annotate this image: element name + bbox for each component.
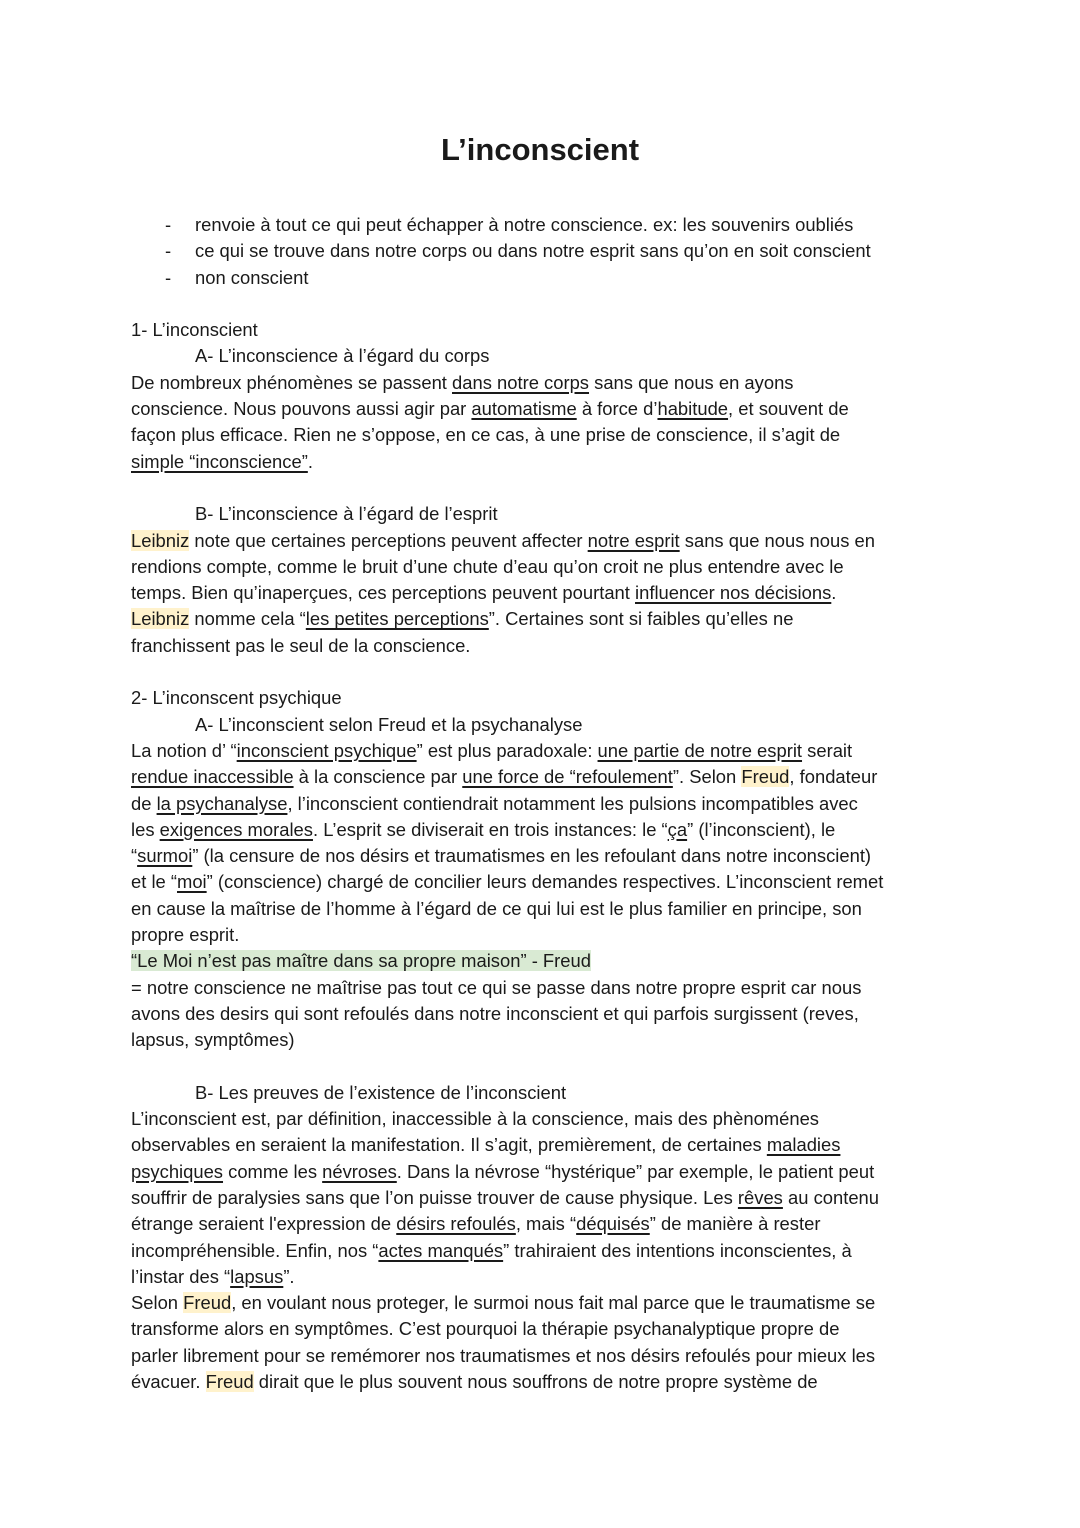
underlined-text: habitude [657,398,729,420]
text-segment: au contenu [782,1186,880,1208]
text-segment: lapsus, symptômes) [131,1029,295,1051]
underlined-text: surmoi [137,845,193,867]
text-segment: dirait que le plus souvent nous souffrons de notre propre système de [253,1371,818,1393]
underlined-text: les petites perceptions [305,608,489,630]
text-segment: B- Les preuves de l’existence de l’inconscient [195,1081,567,1103]
text-segment: ” trahiraient des intentions inconscientes, à [503,1239,852,1261]
text-segment: note que certaines perceptions peuvent affecter [189,529,588,551]
text-segment: conscience. Nous pouvons aussi agir par [131,398,472,420]
underlined-text: notre esprit [587,529,680,551]
bullet-dash: - [165,266,172,288]
paragraph-line [131,791,961,817]
paragraph-line [131,1290,961,1316]
text-segment: de [131,792,157,814]
text-segment: observables en seraient la manifestation. Il s’agit, premièrement, de certaines [131,1134,767,1156]
text-segment: . [307,450,313,472]
paragraph-line [131,1211,961,1237]
text-segment: les [131,818,160,840]
text-segment: ”. Selon [672,766,742,788]
text-segment: ”. Certaines sont si faibles qu’elles ne [488,608,794,630]
document-body [131,212,961,1395]
paragraph-line [131,1001,961,1027]
text-segment: parler librement pour se remémorer nos traumatismes et nos désirs refoulés pour mieux les [131,1344,876,1366]
text-segment: , l’inconscient contiendrait notamment les pulsions incompatibles avec [287,792,858,814]
text-segment: non conscient [195,266,309,288]
text-segment: franchissent pas le seul de la conscience. [131,634,471,656]
bullet-dash: - [165,214,172,235]
paragraph-line [131,896,961,922]
underlined-text: lapsus [230,1265,284,1287]
text-segment: temps. Bien qu’inaperçues, ces perceptions peuvent pourtant [131,582,636,604]
text-segment: à la conscience par [293,766,463,788]
text-segment: transforme alors en symptômes. C’est pourquoi la thérapie psychanalyptique propre de [131,1318,840,1340]
highlighted-name: Leibniz [131,529,190,551]
underlined-text: rendue inaccessible [131,766,294,788]
bullet-item [131,238,961,264]
text-segment: , et souvent de [728,398,849,420]
text-segment: La notion d’ “ [131,739,237,761]
text-segment: . Dans la névrose “hystérique” par exemple, le patient peut [396,1160,875,1182]
paragraph-line [131,1106,961,1132]
subsection-heading [131,1080,961,1106]
paragraph-line [131,922,961,948]
text-segment: comme les [223,1160,323,1182]
text-segment: ” (l’inconscient), le [687,818,836,840]
text-segment: incompréhensible. Enfin, nos “ [131,1239,379,1261]
underlined-text: déquisés [576,1213,650,1235]
text-segment: renvoie à tout ce qui peut échapper à notre conscience. ex: les souvenirs oubliés [195,214,854,235]
text-segment: l’instar des “ [131,1265,231,1287]
text-segment: ”. [283,1265,295,1287]
paragraph-line [131,633,961,659]
text-segment: “ [131,845,138,867]
paragraph-line [131,738,961,764]
text-segment: . L’esprit se diviserait en trois instances: le “ [312,818,668,840]
text-segment: souffrir de paralysies sans que l’on puisse trouver de cause physique. Les [131,1186,738,1208]
bullet-item [131,265,961,291]
paragraph-line [131,370,961,396]
page-title: L’inconscient [440,132,640,167]
text-segment: avons des desirs qui sont refoulés dans notre inconscient et qui parfois surgissent (reves, [131,1002,859,1024]
paragraph-line [131,1238,961,1264]
paragraph-line [131,606,961,632]
text-segment: et le “ [131,871,177,893]
highlighted-quote: “Le Moi n’est pas maître dans sa propre maison” - Freud [131,950,591,972]
text-segment: 2- L’inconscent psychique [131,687,342,709]
underlined-text: simple “inconscience” [131,450,308,472]
underlined-text: désirs refoulés [396,1213,516,1235]
text-segment: sans que nous en ayons [589,371,794,393]
paragraph-line [131,843,961,869]
subsection-heading [131,501,961,527]
text-segment: nomme cela “ [189,608,306,630]
underlined-text: névroses [322,1160,397,1182]
underlined-text: maladies [766,1134,841,1156]
paragraph-line [131,869,961,895]
paragraph-line [131,764,961,790]
text-segment: A- L’inconscient selon Freud et la psychanalyse [195,713,583,735]
paragraph-line [131,1027,961,1053]
highlighted-name: Freud [741,766,790,788]
text-segment: façon plus efficace. Rien ne s’oppose, en ce cas, à une prise de conscience, il s’agit de [131,424,841,446]
text-segment: = notre conscience ne maîtrise pas tout ce qui se passe dans notre propre esprit car nous [131,976,862,998]
text-segment: serait [802,739,853,761]
paragraph-line [131,554,961,580]
underlined-text: actes manqués [378,1239,504,1261]
highlighted-name: Leibniz [131,608,190,630]
paragraph-line [131,975,961,1001]
underlined-text: psychiques [131,1160,224,1182]
text-segment: ce qui se trouve dans notre corps ou dans notre esprit sans qu’on en soit conscient [195,240,871,262]
text-segment: , fondateur [789,766,878,788]
underlined-text: dans notre corps [452,371,590,393]
underlined-text: une partie de notre esprit [597,739,803,761]
paragraph-line [131,396,961,422]
paragraph-line [131,1343,961,1369]
paragraph-line [131,422,961,448]
text-segment: sans que nous nous en [679,529,875,551]
paragraph-line [131,1185,961,1211]
text-segment: B- L’inconscience à l’égard de l’esprit [195,503,498,525]
blank-line [131,1054,961,1080]
text-segment: De nombreux phénomènes se passent [131,371,453,393]
section-heading [131,317,961,343]
paragraph-line [131,817,961,843]
paragraph-line [131,580,961,606]
text-segment: 1- L’inconscient [131,319,258,341]
section-heading [131,685,961,711]
paragraph-line [131,948,961,974]
text-segment: rendions compte, comme le bruit d’une chute d’eau qu’on croit ne plus entendre avec le [131,555,844,577]
text-segment: ” de manière à rester [649,1213,821,1235]
underlined-text: exigences morales [159,818,313,840]
blank-line [131,475,961,501]
text-segment: étrange seraient l'expression de [131,1213,397,1235]
text-segment: ” est plus paradoxale: [416,739,598,761]
paragraph-line [131,1132,961,1158]
subsection-heading [131,712,961,738]
bullet-item [131,212,961,238]
highlighted-name: Freud [183,1292,232,1314]
text-segment: A- L’inconscience à l’égard du corps [195,345,490,367]
text-segment: à force d’ [576,398,658,420]
underlined-text: une force de “refoulement [462,766,673,788]
text-segment: , en voulant nous proteger, le surmoi nous fait mal parce que le traumatisme se [231,1292,876,1314]
underlined-text: moi [177,871,207,893]
underlined-text: ça [667,818,688,840]
underlined-text: la psychanalyse [156,792,288,814]
subsection-heading [131,343,961,369]
underlined-text: rêves [737,1186,783,1208]
text-segment: ” (la censure de nos désirs et traumatismes en les refoulant dans notre inconscient) [192,845,872,867]
text-segment: L’inconscient est, par définition, inaccessible à la conscience, mais des phènoménes [131,1108,820,1130]
text-segment: évacuer. [131,1371,206,1393]
underlined-text: influencer nos décisions [635,582,832,604]
underlined-text: inconscient psychique [236,739,417,761]
text-segment: . [831,582,837,604]
paragraph-line [131,449,961,475]
paragraph-line [131,1369,961,1395]
paragraph-line [131,1316,961,1342]
underlined-text: automatisme [471,398,577,420]
highlighted-name: Freud [205,1371,254,1393]
paragraph-line [131,1159,961,1185]
text-segment: en cause la maîtrise de l’homme à l’égard de ce qui lui est le plus familier en principe, son [131,897,862,919]
bullet-dash: - [165,240,172,262]
text-segment: propre esprit. [131,924,240,946]
text-segment: Selon [131,1292,184,1314]
blank-line [131,291,961,317]
blank-line [131,659,961,685]
paragraph-line [131,528,961,554]
text-segment: , mais “ [515,1213,577,1235]
paragraph-line [131,1264,961,1290]
text-segment: ” (conscience) chargé de concilier leurs demandes respectives. L’inconscient remet [206,871,884,893]
